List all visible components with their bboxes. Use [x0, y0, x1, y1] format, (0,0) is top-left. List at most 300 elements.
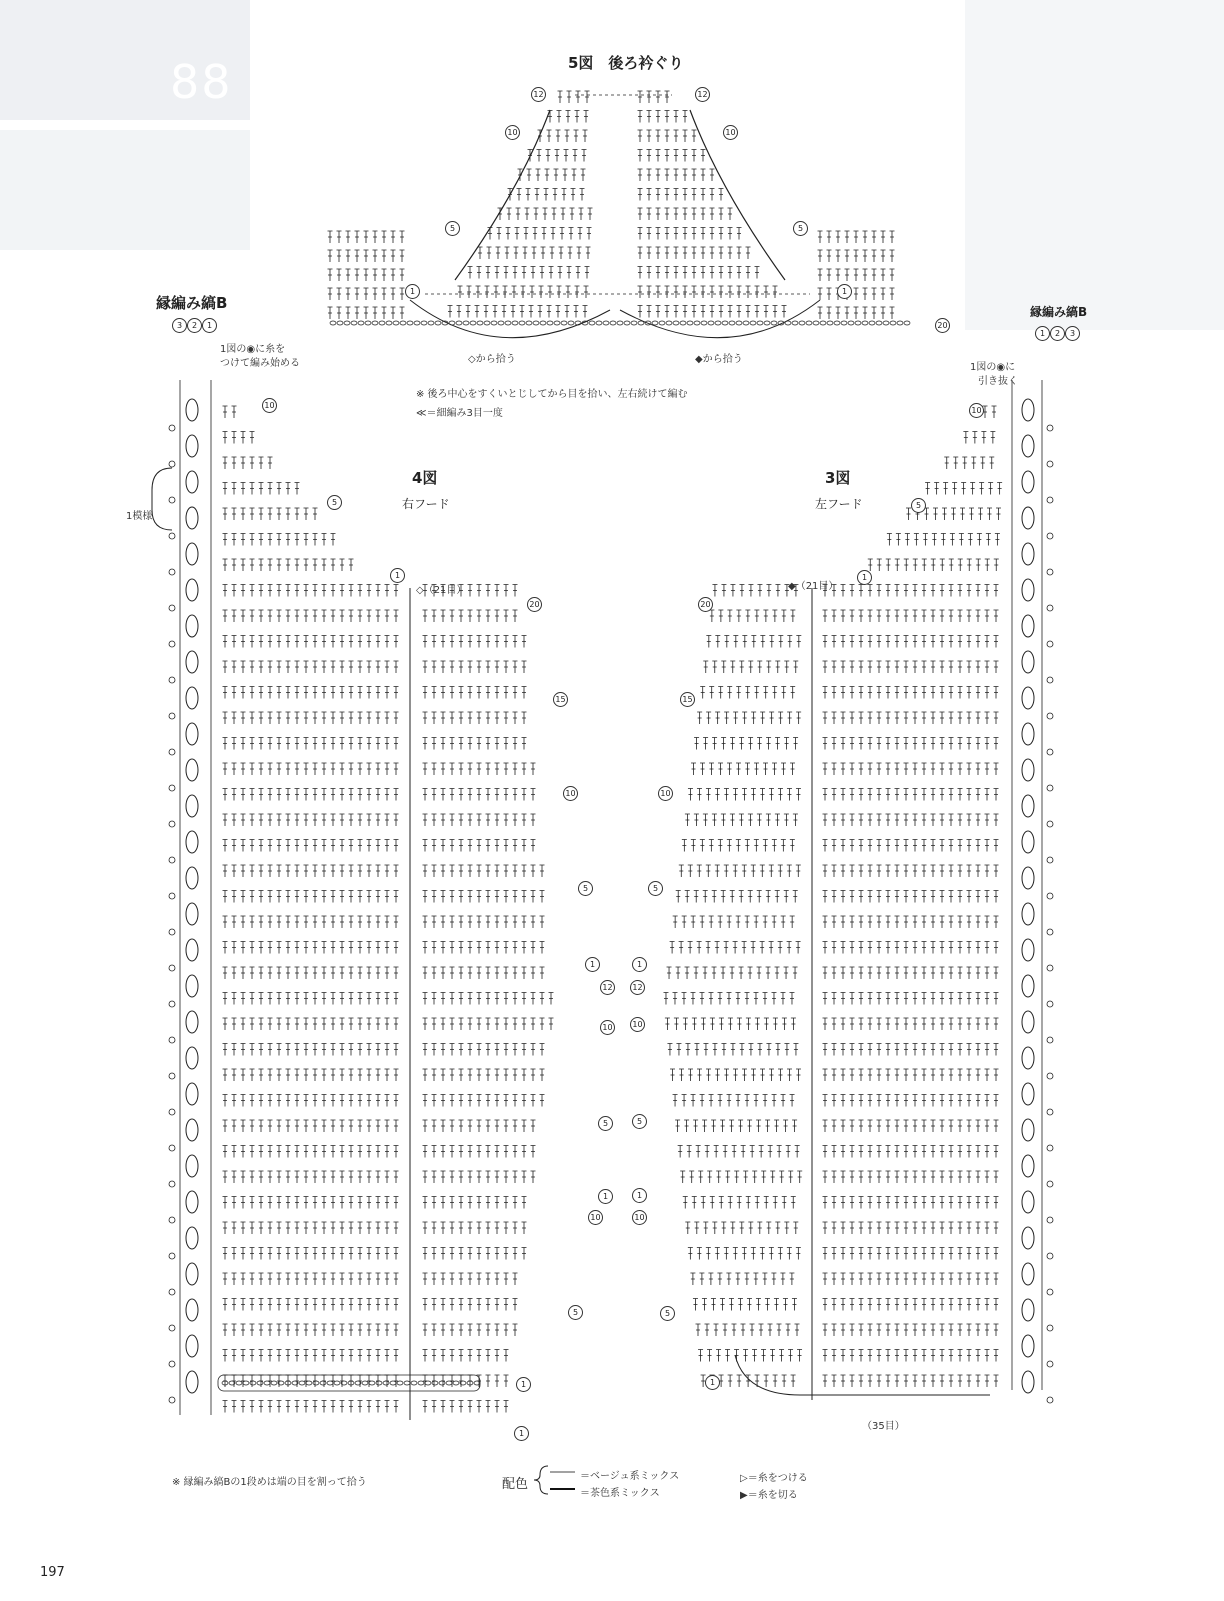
double-crochet-stitches — [488, 228, 592, 240]
shell-stitch — [186, 1011, 198, 1033]
double-crochet-stitches — [223, 865, 399, 877]
stitch-row — [675, 1120, 797, 1132]
color-legend-beige: ＝ベージュ系ミックス — [580, 1471, 680, 1482]
picot-stitch — [169, 1073, 175, 1079]
double-crochet-stitches — [423, 865, 545, 877]
double-crochet-stitches — [223, 891, 399, 903]
stitch-row — [423, 712, 527, 724]
stitch-row — [328, 231, 405, 243]
stitch-row — [638, 189, 724, 201]
double-crochet-stitches — [823, 1146, 999, 1158]
picot-stitch — [169, 929, 175, 935]
stitch-row — [423, 1248, 527, 1260]
stitch-row — [818, 307, 895, 319]
stitch-row — [223, 483, 300, 495]
double-crochet-stitches — [423, 687, 527, 699]
double-crochet-stitches — [983, 406, 997, 418]
double-crochet-stitches — [423, 1222, 527, 1234]
d3-row-marker: 10 — [658, 786, 673, 801]
d4-row-marker: 5 — [568, 1305, 583, 1320]
stitch-row — [538, 130, 588, 142]
double-crochet-stitches — [328, 250, 405, 262]
stitch-row — [670, 942, 801, 954]
d4-row-marker: 12 — [600, 980, 615, 995]
double-crochet-stitches — [887, 534, 1000, 546]
double-crochet-stitches — [638, 247, 751, 259]
shell-stitch — [1022, 579, 1034, 601]
double-crochet-stitches — [223, 712, 399, 724]
d3-edge-row-3: 3 — [1065, 326, 1080, 341]
picot-stitch — [1047, 641, 1053, 647]
double-crochet-stitches — [223, 1299, 399, 1311]
shell-stitch — [186, 507, 198, 529]
stitch-row — [498, 208, 593, 220]
stitch-row — [423, 1018, 554, 1030]
stitch-row — [518, 169, 586, 181]
shell-stitch — [186, 723, 198, 745]
shell-stitch — [186, 1155, 198, 1177]
stitch-row — [868, 559, 999, 571]
double-crochet-stitches — [478, 247, 591, 259]
d3-row-marker: 5 — [632, 1114, 647, 1129]
d5-row-marker-mid-left: 5 — [445, 221, 460, 236]
double-crochet-stitches — [423, 1044, 545, 1056]
stitch-row — [223, 993, 399, 1005]
stitch-row — [823, 814, 999, 826]
double-crochet-stitches — [423, 967, 545, 979]
double-crochet-stitches — [423, 1299, 518, 1311]
diagram5-note: ※ 後ろ中心をすくいとじしてから目を拾い、左右続けて編む — [416, 389, 688, 400]
d4-row-marker: 1 — [390, 568, 405, 583]
stitch-row — [223, 687, 399, 699]
double-crochet-stitches — [423, 661, 527, 673]
shell-stitch — [186, 1227, 198, 1249]
picot-stitch — [1047, 1253, 1053, 1259]
stitch-row — [423, 865, 545, 877]
double-crochet-stitches — [823, 942, 999, 954]
double-crochet-stitches — [823, 1069, 999, 1081]
d3-row-marker: 1 — [857, 570, 872, 585]
shell-stitch — [186, 435, 198, 457]
double-crochet-stitches — [693, 1299, 797, 1311]
picot-stitch — [169, 893, 175, 899]
double-crochet-stitches — [223, 610, 399, 622]
double-crochet-stitches — [423, 789, 536, 801]
picot-stitch — [1047, 929, 1053, 935]
d5-row-marker-top-left: 12 — [531, 87, 546, 102]
stitch-row — [703, 661, 798, 673]
double-crochet-stitches — [963, 432, 995, 444]
shell-stitch — [1022, 615, 1034, 637]
stitch-row — [458, 286, 589, 298]
stitch-row — [823, 993, 999, 1005]
double-crochet-stitches — [638, 306, 787, 318]
double-crochet-stitches — [423, 1069, 545, 1081]
double-crochet-stitches — [638, 228, 742, 240]
double-crochet-stitches — [823, 789, 999, 801]
color-legend-brown: ＝茶色系ミックス — [580, 1488, 660, 1499]
double-crochet-stitches — [223, 1044, 399, 1056]
stitch-row — [638, 228, 742, 240]
stitch-row — [823, 738, 999, 750]
double-crochet-stitches — [223, 814, 399, 826]
double-crochet-stitches — [223, 1248, 399, 1260]
stitch-row — [328, 288, 405, 300]
stitch-row — [823, 610, 999, 622]
d3-edge-row-2: 2 — [1050, 326, 1065, 341]
stitch-row — [223, 1324, 399, 1336]
stitch-row — [667, 967, 798, 979]
picot-stitch — [1047, 965, 1053, 971]
d4-edge-row-1: 1 — [202, 318, 217, 333]
shell-stitch — [1022, 723, 1034, 745]
picot-stitch — [169, 461, 175, 467]
d4-row-marker: 5 — [578, 881, 593, 896]
double-crochet-stitches — [823, 916, 999, 928]
double-crochet-stitches — [709, 610, 795, 622]
double-crochet-stitches — [823, 1018, 999, 1030]
stitch-row — [823, 1324, 999, 1336]
shell-stitch — [186, 939, 198, 961]
double-crochet-stitches — [223, 508, 318, 520]
double-crochet-stitches — [223, 1018, 399, 1030]
d4-row-marker: 15 — [553, 692, 568, 707]
shell-stitch — [186, 399, 198, 421]
picot-stitch — [1047, 677, 1053, 683]
double-crochet-stitches — [223, 406, 237, 418]
picot-stitch — [169, 569, 175, 575]
stitch-row — [223, 840, 399, 852]
stitch-row — [823, 1350, 999, 1362]
shell-stitch — [186, 579, 198, 601]
stitch-row — [638, 169, 715, 181]
picot-stitch — [169, 857, 175, 863]
stitch-row — [638, 208, 733, 220]
stitch-row — [673, 1095, 795, 1107]
double-crochet-stitches — [698, 1350, 802, 1362]
double-crochet-stitches — [518, 169, 586, 181]
stitch-row — [663, 993, 794, 1005]
stitch-row — [423, 942, 545, 954]
double-crochet-stitches — [675, 1120, 797, 1132]
picot-stitch — [1047, 605, 1053, 611]
double-crochet-stitches — [700, 687, 795, 699]
stitch-row — [823, 636, 999, 648]
picot-stitch — [1047, 1001, 1053, 1007]
double-crochet-stitches — [423, 1018, 554, 1030]
d4-row-marker: 10 — [563, 786, 578, 801]
d3-row-marker: 15 — [680, 692, 695, 707]
double-crochet-stitches — [423, 1095, 545, 1107]
shell-stitch — [1022, 507, 1034, 529]
d5-row-marker-bottom: 20 — [935, 318, 950, 333]
diagram5-pick-right: ◆から拾う — [695, 354, 743, 365]
double-crochet-stitches — [638, 169, 715, 181]
double-crochet-stitches — [558, 91, 590, 103]
double-crochet-stitches — [638, 130, 697, 142]
picot-stitch — [169, 425, 175, 431]
double-crochet-stitches — [823, 1095, 999, 1107]
shell-stitch — [1022, 1119, 1034, 1141]
stitch-row — [823, 661, 999, 673]
double-crochet-stitches — [498, 208, 593, 220]
picot-stitch — [1047, 1361, 1053, 1367]
stitch-row — [925, 483, 1002, 495]
double-crochet-stitches — [688, 1248, 801, 1260]
double-crochet-stitches — [823, 891, 999, 903]
picot-stitch — [1047, 1109, 1053, 1115]
edge-note: ※ 縁編み縞Bの1段めは端の目を割って拾う — [172, 1477, 367, 1488]
picot-stitch — [169, 533, 175, 539]
d4-row-marker: 5 — [598, 1116, 613, 1131]
stitch-row — [223, 610, 399, 622]
d4-row-marker: 10 — [588, 1210, 603, 1225]
picot-stitch — [1047, 1217, 1053, 1223]
stitch-row — [423, 1324, 518, 1336]
picot-stitch — [1047, 533, 1053, 539]
stitch-row — [685, 1222, 798, 1234]
stitch-row — [423, 789, 536, 801]
double-crochet-stitches — [685, 1222, 798, 1234]
stitch-row — [223, 1120, 399, 1132]
stitch-row — [223, 1299, 399, 1311]
d4-row-marker: 1 — [516, 1377, 531, 1392]
d3-row-marker: 20 — [698, 597, 713, 612]
double-crochet-stitches — [423, 1146, 536, 1158]
stitch-row — [528, 150, 587, 162]
stitch-row — [698, 1350, 802, 1362]
stitch-row — [448, 306, 588, 318]
double-crochet-stitches — [673, 1095, 795, 1107]
stitch-row — [223, 1197, 399, 1209]
shell-stitch — [186, 1083, 198, 1105]
shell-stitch — [186, 1299, 198, 1321]
double-crochet-stitches — [423, 1248, 527, 1260]
stitch-row — [328, 269, 405, 281]
shell-stitch — [1022, 903, 1034, 925]
pick-up-arc-left — [410, 300, 610, 338]
double-crochet-stitches — [423, 636, 527, 648]
stitch-row — [223, 1350, 399, 1362]
stitch-row — [223, 559, 354, 571]
double-crochet-stitches — [823, 738, 999, 750]
picot-stitch — [1047, 461, 1053, 467]
stitch-row — [823, 1248, 999, 1260]
stitch-row — [823, 687, 999, 699]
d4-row-marker: 1 — [585, 957, 600, 972]
stitch-row — [823, 1018, 999, 1030]
double-crochet-stitches — [823, 763, 999, 775]
shell-stitch — [186, 831, 198, 853]
stitch-row — [223, 1171, 399, 1183]
picot-stitch — [1047, 1181, 1053, 1187]
shell-stitch — [1022, 1371, 1034, 1393]
stitch-row — [818, 231, 895, 243]
stitch-row — [423, 993, 554, 1005]
double-crochet-stitches — [423, 1120, 536, 1132]
stitch-row — [423, 1146, 536, 1158]
stitch-row — [823, 840, 999, 852]
d4-repeat-label: 1模様 — [126, 511, 153, 522]
double-crochet-stitches — [223, 661, 399, 673]
stitch-row — [667, 1044, 798, 1056]
double-crochet-stitches — [638, 150, 706, 162]
shell-stitch — [186, 651, 198, 673]
d4-count: ◇（21目） — [416, 585, 467, 596]
double-crochet-stitches — [667, 1044, 798, 1056]
shell-stitch — [186, 615, 198, 637]
shell-stitch — [186, 795, 198, 817]
double-crochet-stitches — [223, 432, 255, 444]
stitch-row — [823, 967, 999, 979]
double-crochet-stitches — [823, 993, 999, 1005]
picot-stitch — [169, 1181, 175, 1187]
double-crochet-stitches — [694, 738, 798, 750]
shell-stitch — [1022, 399, 1034, 421]
double-crochet-stitches — [223, 1350, 399, 1362]
double-crochet-stitches — [670, 942, 801, 954]
picot-stitch — [169, 965, 175, 971]
double-crochet-stitches — [223, 840, 399, 852]
double-crochet-stitches — [448, 306, 588, 318]
stitch-row — [423, 1120, 536, 1132]
diagram5-pick-left: ◇から拾う — [468, 354, 516, 365]
picot-stitch — [169, 1145, 175, 1151]
shell-stitch — [1022, 471, 1034, 493]
double-crochet-stitches — [665, 1018, 796, 1030]
stitch-row — [823, 763, 999, 775]
double-crochet-stitches — [663, 993, 794, 1005]
shell-stitch — [186, 1371, 198, 1393]
stitch-row — [638, 111, 688, 123]
stitch-row — [423, 1299, 518, 1311]
shell-stitch — [1022, 435, 1034, 457]
double-crochet-stitches — [423, 942, 545, 954]
double-crochet-stitches — [223, 993, 399, 1005]
double-crochet-stitches — [823, 865, 999, 877]
double-crochet-stitches — [691, 763, 795, 775]
picot-stitch — [169, 1253, 175, 1259]
shell-stitch — [1022, 1227, 1034, 1249]
stitch-row — [223, 1222, 399, 1234]
shell-stitch — [186, 1263, 198, 1285]
stitch-row — [823, 891, 999, 903]
picot-stitch — [169, 641, 175, 647]
stitch-row — [423, 1401, 509, 1413]
double-crochet-stitches — [683, 1197, 796, 1209]
double-crochet-stitches — [823, 1273, 999, 1285]
double-crochet-stitches — [223, 534, 336, 546]
double-crochet-stitches — [868, 559, 999, 571]
stitch-row — [423, 738, 527, 750]
double-crochet-stitches — [328, 269, 405, 281]
shell-stitch — [186, 471, 198, 493]
stitch-row — [223, 942, 399, 954]
diagram5-title: 5図 後ろ衿ぐり — [568, 54, 684, 72]
stitch-row — [823, 1095, 999, 1107]
diagram3-stitches — [663, 406, 1002, 1400]
stitch-row — [638, 91, 670, 103]
stitch-row — [423, 916, 545, 928]
double-crochet-stitches — [423, 610, 518, 622]
stitch-row — [823, 712, 999, 724]
stitch-row — [685, 814, 798, 826]
double-crochet-stitches — [706, 636, 801, 648]
double-crochet-stitches — [328, 288, 405, 300]
stitch-row — [423, 1171, 536, 1183]
stitch-row — [423, 814, 536, 826]
d4-row-marker: 5 — [327, 495, 342, 510]
stitch-row — [223, 432, 255, 444]
shell-stitch — [1022, 867, 1034, 889]
shell-stitch — [1022, 1047, 1034, 1069]
stitch-row — [223, 585, 399, 597]
d3-row-marker: 12 — [630, 980, 645, 995]
d4-subtitle: 右フード — [402, 497, 450, 511]
d3-title: 3図 — [825, 469, 851, 487]
stitch-row — [223, 1069, 399, 1081]
double-crochet-stitches — [688, 789, 801, 801]
d4-edge-row-2: 2 — [187, 318, 202, 333]
double-crochet-stitches — [223, 789, 399, 801]
double-crochet-stitches — [818, 269, 895, 281]
stitch-row — [823, 1222, 999, 1234]
d4-start-note-2: つけて編み始める — [220, 358, 300, 369]
double-crochet-stitches — [528, 150, 587, 162]
shell-stitch — [186, 759, 198, 781]
double-crochet-stitches — [223, 916, 399, 928]
double-crochet-stitches — [679, 865, 801, 877]
stitch-row — [423, 967, 545, 979]
stitch-row — [223, 1248, 399, 1260]
double-crochet-stitches — [823, 712, 999, 724]
shell-stitch — [1022, 1011, 1034, 1033]
stitch-row — [638, 306, 787, 318]
stitch-row — [423, 1069, 545, 1081]
double-crochet-stitches — [823, 636, 999, 648]
stitch-row — [823, 1044, 999, 1056]
diagram5-stitches — [328, 91, 911, 338]
picot-stitch — [1047, 893, 1053, 899]
stitch-row — [223, 1018, 399, 1030]
picot-stitch — [1047, 569, 1053, 575]
picot-stitch — [169, 1217, 175, 1223]
double-crochet-stitches — [676, 891, 798, 903]
picot-stitch — [1047, 1145, 1053, 1151]
stitch-row — [688, 1248, 801, 1260]
double-crochet-stitches — [925, 483, 1002, 495]
double-crochet-stitches — [223, 967, 399, 979]
stitch-row — [688, 789, 801, 801]
stitch-row — [670, 1069, 801, 1081]
picot-stitch — [1047, 1289, 1053, 1295]
stitch-row — [423, 1197, 527, 1209]
double-crochet-stitches — [680, 1171, 802, 1183]
double-crochet-stitches — [423, 763, 536, 775]
stitch-row — [423, 1273, 518, 1285]
stitch-row — [818, 250, 895, 262]
stitch-row — [223, 508, 318, 520]
stitch-row — [823, 585, 999, 597]
edging-stitches — [152, 380, 1053, 1415]
double-crochet-stitches — [823, 1222, 999, 1234]
double-crochet-stitches — [423, 1171, 536, 1183]
stitch-row — [223, 1095, 399, 1107]
double-crochet-stitches — [223, 483, 300, 495]
color-legend-title: 配色 — [502, 1477, 529, 1492]
stitch-row — [223, 891, 399, 903]
shell-stitch — [186, 903, 198, 925]
